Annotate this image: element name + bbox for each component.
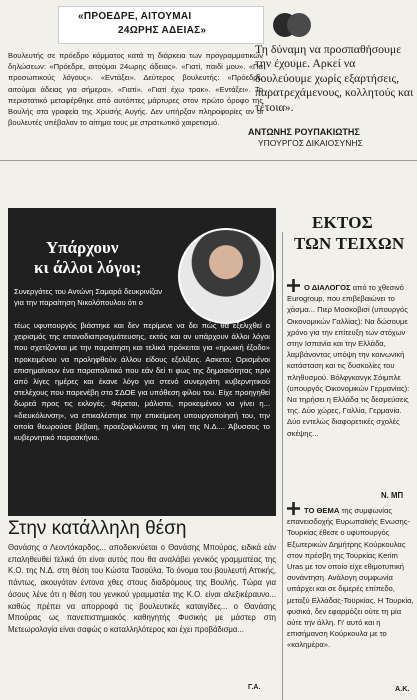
feature-lead: Συνεργάτες του Αντώνη Σαμαρά δευκρινίζαν για την παραίτηση Νικολόπουλου ότι ο xyxy=(14,287,163,307)
story-signature: Γ.Α. xyxy=(248,684,261,691)
politician-portrait xyxy=(178,228,274,324)
column-title-line1: ΕΚΤΟΣ xyxy=(312,213,373,232)
quote-author: ΑΝΤΩΝΗΣ ΡΟΥΠΑΚΙΩΤΗΣ xyxy=(248,127,360,137)
column-item-1-text: από το χθεσινό Eurogroup, που επιβεβαιώνει το χάσμα... Πιερ Μοσκοβισί (υπουργός Οικονομικών Γαλλίας): Να δώσουμε χρόνο για την επίτευξη των στόχων στην Ισπανία και την Ελλάδα, λαμβάνοντας υπόψη την κοινωνική κατάσταση και τις δυσκολίες του πληθυσμού. Βόλφγκανγκ Σόιμπλε (υπουργός Οικονομικών Γερμανίας): Να τηρήσει η Ελλάδα τις δεσμεύσεις της. Δύο χώρες, Γαλλία, Γερμανία. Δύο εντελώς διαφορετικές σχολές σκέψης... xyxy=(287,283,410,438)
story-headline: Στην κατάλληλη θέση xyxy=(8,518,187,539)
asterisk-icon xyxy=(287,279,300,292)
feature-title-line2: κι άλλοι λόγοι; xyxy=(34,258,142,277)
feature-title-line1: Υπάρχουν xyxy=(46,238,119,257)
section-divider xyxy=(0,160,417,161)
column-divider xyxy=(282,232,283,700)
brief-body: Βουλευτής σε πρόεδρο κόμματος κατά τη διάρκεια των προγραμματικών δηλώσεων: «Πρόεδρε, αιτούμαι 24ωρης άδειας». «Γιατί, παιδί μου». «Για προσωπικούς λόγους». «Εντάξει». Δεύτερος βουλευτής: «Πρόεδρε, αιτούμαι άδειας για σήμερα». «Γιατί». «Γιατί έχω τρακ». «Εντάξει». Το περιστατικό μεταφέρθηκε από αυτόπτες μάρτυρες στον πρώτο όροφο της Βουλής στα γραφεία της Χρυσής Αυγής. Δεν υπήρξαν πληροφορίες αν οι βουλευτές υπέβαλαν το αίτημα τους με στρατιωτικό χαιρετισμό. xyxy=(8,51,263,128)
brief-headline-line1: «ΠΡΟΕΔΡΕ, ΑΙΤΟΥΜΑΙ xyxy=(78,11,192,22)
quote-marks-icon xyxy=(270,4,312,46)
column-item-2-text: της συμφωνίας επανεισδοχής Ευρωπαϊκής Ενωσης-Τουρκίας έθεσε ο υφυπουργός Εξωτερικών Δημήτρης Κούρκουλας στον πρέσβη της Τουρκίας Kerim Uras με τον οποίο είχε εθιμοτυπική συνάντηση. Ανάλογη συμφωνία υπάρχει και σε διμερές επίπεδο, μεταξύ Ελλάδας-Τουρκίας. Η Τουρκία, φυσικά, δεν εφαρμόζει ούτε τη μία ούτε την άλλη. Γι' αυτό και η επισήμανση Κούρκουλα με το «καλημέρα». xyxy=(287,506,414,650)
column-item-1-lead: Ο ΔΙΑΛΟΓΟΣ xyxy=(304,283,351,292)
asterisk-icon xyxy=(287,502,300,515)
column-item-2 xyxy=(287,502,415,651)
pull-quote-text: Τη δύναμη να προσπαθήσουμε την έχουμε. Αρκεί να δουλεύουμε χωρίς εξαρτήσεις, παρατρεχάμενους, κολλητούς και τέτοια». xyxy=(255,42,414,114)
column-item-2-lead: ΤΟ ΘΕΜΑ xyxy=(304,506,340,515)
quote-role: ΥΠΟΥΡΓΟΣ ΔΙΚΑΙΟΣΥΝΗΣ xyxy=(258,138,363,148)
feature-body: τέως υφυπουργός βιάστηκε και δεν περίμενε να δει πώς θα εξελιχθεί ο χειρισμός της επαναδιαπραγμάτευσης, εκτός και αν υπάρχουν άλλοι λόγοι που σχετίζονται με την παραίτηση και τελικά πρόκειται για «ηρωική έξοδο» προκειμένου να προληφθούν άλλου είδους εξελίξεις. Ασκετο; Ορισμένοι επισημαίνουν ένα παραπολιτικό που εάν δεί τι φως της δημοσιότητας πριν από λίγες ημέρες και έκανε λόγο για στενό συνεργάτη κυβερνητικού στελέχους που παρενέβη στο ΣΔΟΕ για υπόθεση φίλου του. Είχε προηγηθεί δωρεά προς τις εκλογές. Φέρεται, μάλιστα, προκειμένου να γίνει η... «διευκόλυνση», να επικαλέστηκε την επικείμενη υπουργοποίησή του, την οποία θεωρούσε βέβαιη, προεξοφλώντας τη νίκη της Ν.Δ.... Άβυσσος το κυβερνητικό παρασκήνιο. xyxy=(14,321,270,443)
story-body: Θανάσης ο Λεοντόκαρδος... αποδεικνύεται ο Θανάσης Μπούρας, ειδικά εάν επαληθευθεί τελικά ότι είναι αυτός που θα αναλάβει γενικός γραμματέας της Κ.Ο. της Ν.Δ. στη θέση του Κώστα Τασούλα. Το όνομα του βουλευτή Αττικής, πάντως, ακουγόταν έντονα χθες στους διαδρόμους της Βουλής. Τώρα για όσους λένε ότι η θέση του γενικού γραμματέα της Κ.Ο. είναι αλεξικέραυνο... καθώς πρέπει να απορροφά τις βουλευτικές καταιγίδες... ο Θανάσης Μπούρας ως πανεπιστημιακός καθηγητής Φυσικής με μάστερ στη Μετεωρολογία είναι σαφώς ο καταλληλότερος και έχει προβάδισμα... xyxy=(8,543,276,634)
column-item-1 xyxy=(287,279,415,439)
brief-headline-line2: 24ΩΡΗΣ ΑΔΕΙΑΣ» xyxy=(118,25,207,36)
column-item-1-signature: Ν. ΜΠ xyxy=(381,491,404,500)
column-title-line2: ΤΩΝ ΤΕΙΧΩΝ xyxy=(294,234,405,253)
column-item-2-signature: Α.Κ. xyxy=(395,684,410,693)
